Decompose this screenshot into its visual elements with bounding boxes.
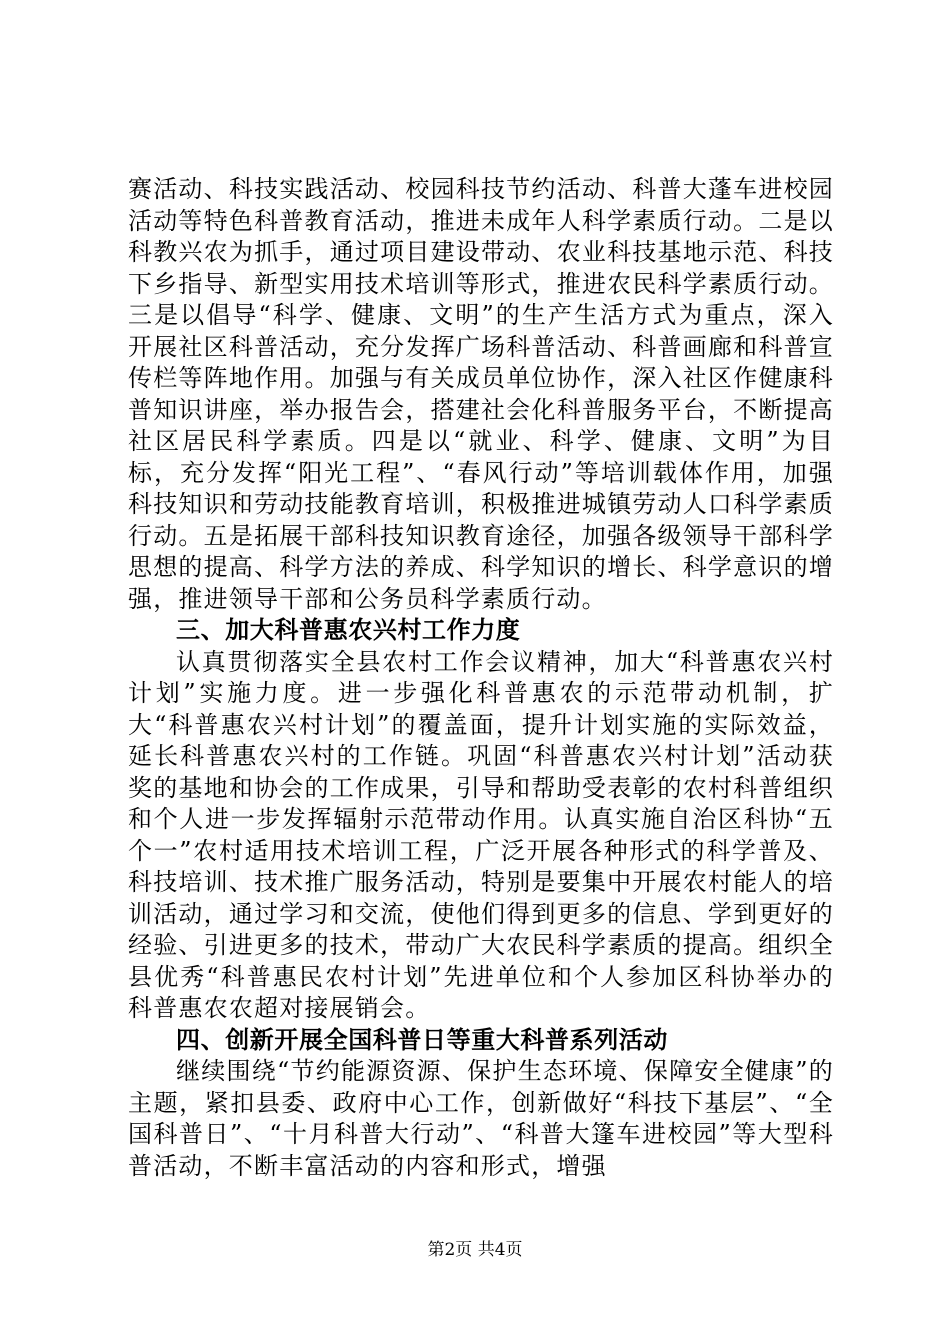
paragraph-science-quality-actions: 赛活动、科技实践活动、校园科技节约活动、科普大蓬车进校园活动等特色科普教育活动，推进未成年人科学素质行动。二是以科教兴农为抓手，通过项目建设带动、农业科技基地示范、科技下乡指导、新型实用技术培训等形式，推进农民科学素质行动。三是以倡导“科学、健康、文明”的生产生活方式为重点，深入开展社区科普活动，充分发挥广场科普活动、科普画廊和科普宣传栏等阵地作用。加强与有关成员单位协作，深入社区作健康科普知识讲座，举办报告会，搭建社会化科普服务平台，不断提高社区居民科学素质。四是以“就业、科学、健康、文明”为目标，充分发挥“阳光工程”、“春风行动”等培训载体作用，加强科技知识和劳动技能教育培训，积极推进城镇劳动人口科学素质行动。五是拓展干部科技知识教育途径，加强各级领导干部科学思想的提高、科学方法的养成、科学知识的增长、科学意识的增强，推进领导干部和公务员科学素质行动。 bbox=[128, 175, 834, 613]
section-heading-4: 四、创新开展全国科普日等重大科普系列活动 bbox=[176, 1025, 668, 1054]
paragraph-rural-science: 认真贯彻落实全县农村工作会议精神，加大“科普惠农兴村计划”实施力度。进一步强化科普惠农的示范带动机制，扩大“科普惠农兴村计划”的覆盖面，提升计划实施的实际效益，延长科普惠农兴村的工作链。巩固“科普惠农兴村计划”活动获奖的基地和协会的工作成果，引导和帮助受表彰的农村科普组织和个人进一步发挥辐射示范带动作用。认真实施自治区科协“五个一”农村适用技术培训工程，广泛开展各种形式的科学普及、科技培训、技术推广服务活动，特别是要集中开展农村能人的培训活动，通过学习和交流，使他们得到更多的信息、学到更好的经验、引进更多的技术，带动广大农民科学素质的提高。组织全县优秀“科普惠民农村计划”先进单位和个人参加区科协举办的科普惠农农超对接展销会。 bbox=[128, 647, 834, 1022]
page-number-footer: 第2页 共4页 bbox=[427, 1240, 523, 1260]
section-heading-3: 三、加大科普惠农兴村工作力度 bbox=[176, 616, 521, 644]
document-body bbox=[128, 174, 834, 1182]
paragraph-science-day: 继续围绕“节约能源资源、保护生态环境、保障安全健康”的主题，紧扣县委、政府中心工作，创新做好“科技下基层”、“全国科普日”、“十月科普大行动”、“科普大篷车进校园”等大型科普活动，不断丰富活动的内容和形式，增强 bbox=[128, 1057, 834, 1180]
